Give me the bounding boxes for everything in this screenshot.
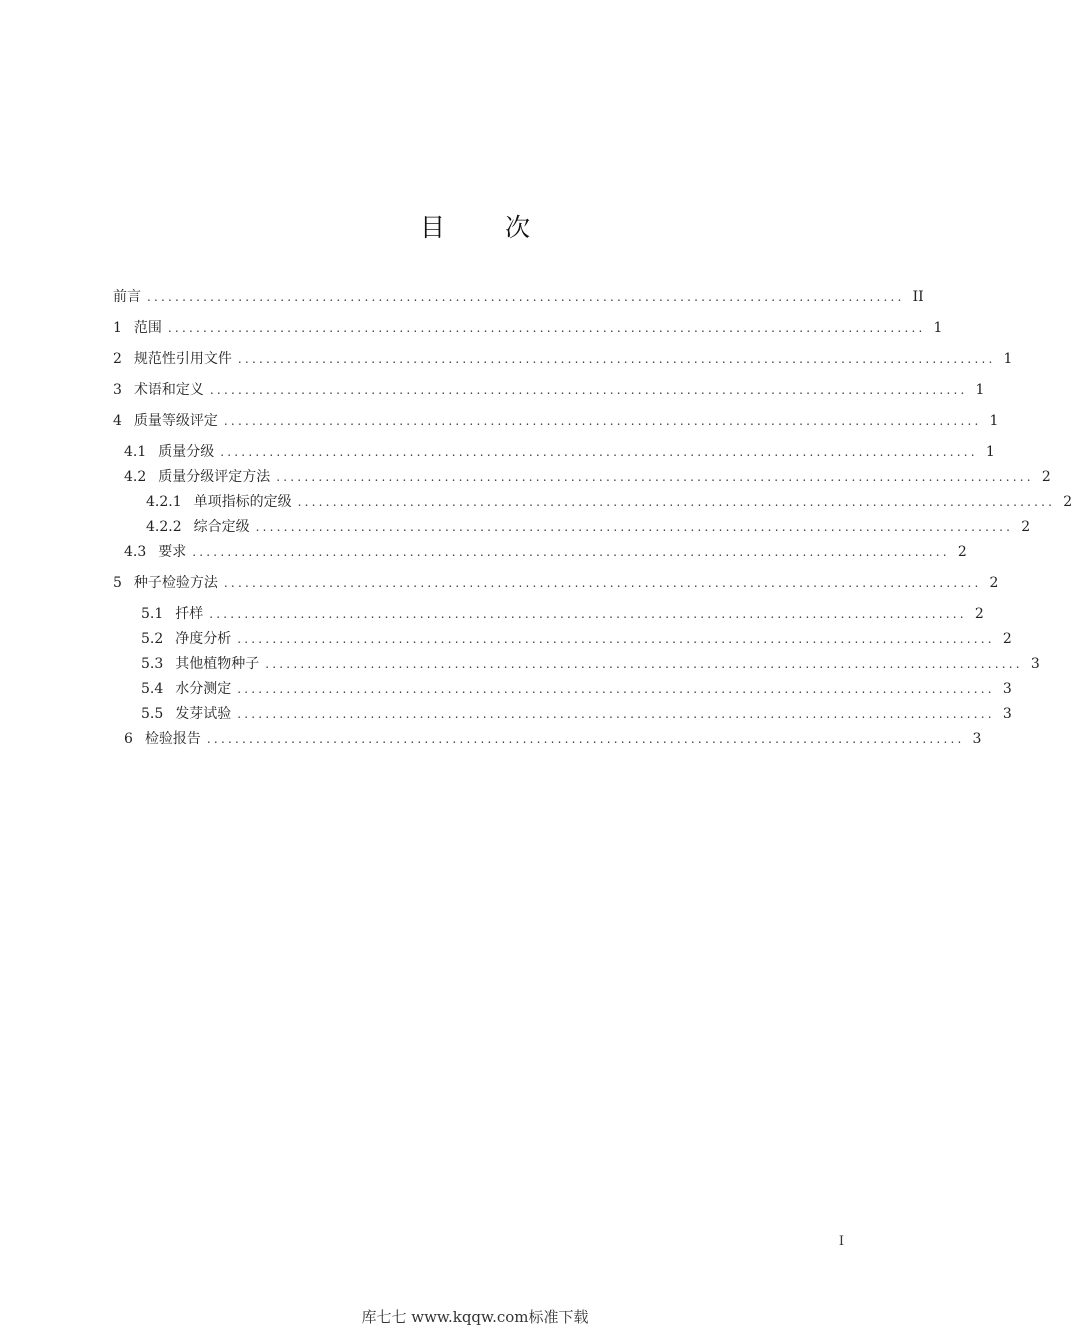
toc-entry-number: 4.2: [124, 469, 147, 485]
toc-entry-label: 质量分级评定方法: [158, 469, 271, 485]
toc-leader-dots: ............................................................................................................: [209, 607, 967, 621]
toc-entry-1[interactable]: [113, 317, 943, 339]
toc-entry-label: 质量分级: [158, 444, 215, 460]
toc-entry-page: 2: [1002, 631, 1012, 647]
toc-entry-number: 5.3: [141, 656, 164, 672]
toc-entry-number: 5.2: [141, 631, 164, 647]
toc-entry-number: 4.2.2: [146, 519, 182, 535]
toc-entry-4-1[interactable]: [124, 441, 995, 463]
toc-entry-4-3[interactable]: [124, 541, 967, 563]
toc-entry-number: 2: [113, 351, 122, 367]
toc-entry-number: 3: [113, 382, 122, 398]
toc-entry-2[interactable]: [113, 348, 1013, 370]
toc-leader-dots: ............................................................................................................: [237, 707, 995, 721]
toc-entry-page: II: [912, 289, 924, 305]
toc-entry-page: 2: [1041, 469, 1051, 485]
toc-leader-dots: ............................................................................................................: [167, 321, 926, 335]
toc-entry-label: 单项指标的定级: [193, 494, 292, 510]
toc-leader-dots: ............................................................................................................: [147, 290, 905, 304]
page-number: I: [838, 1234, 844, 1249]
toc-entry-page: 1: [985, 444, 995, 460]
toc-entry-5-1[interactable]: [141, 603, 984, 625]
toc-entry-label: 范围: [133, 320, 162, 336]
toc-entry-4-2-1[interactable]: [146, 491, 1072, 513]
toc-entry-4[interactable]: [113, 410, 999, 432]
toc-leader-dots: ............................................................................................................: [255, 520, 1014, 534]
toc-entry-3[interactable]: [113, 379, 985, 401]
toc-entry-6[interactable]: [124, 728, 982, 750]
toc-leader-dots: ............................................................................................................: [223, 414, 982, 428]
toc-entry-page: 3: [972, 731, 982, 747]
toc-entry-label: 术语和定义: [133, 382, 204, 398]
toc-entry-page: 3: [1030, 656, 1040, 672]
toc-entry-label: 净度分析: [175, 631, 232, 647]
toc-entry-number: 4.3: [124, 544, 147, 560]
toc-entry-label: 规范性引用文件: [133, 351, 232, 367]
toc-entry-page: 2: [974, 606, 984, 622]
toc-leader-dots: ............................................................................................................: [237, 682, 995, 696]
toc-leader-dots: ............................................................................................................: [223, 576, 982, 590]
toc-leader-dots: ............................................................................................................: [206, 732, 965, 746]
toc-entry-5[interactable]: [113, 572, 999, 594]
toc-entry-number: 4.1: [124, 444, 147, 460]
toc-entry-label: 其他植物种子: [175, 656, 260, 672]
toc-leader-dots: ............................................................................................................: [276, 470, 1034, 484]
toc-entry-page: 3: [1002, 681, 1012, 697]
toc-entry-page: 2: [989, 575, 999, 591]
toc-leader-dots: ............................................................................................................: [220, 445, 978, 459]
toc-entry-5-5[interactable]: [141, 703, 1012, 725]
toc-entry-4-2[interactable]: [124, 466, 1051, 488]
toc-leader-dots: ............................................................................................................: [237, 352, 996, 366]
toc-entry-foreword[interactable]: [113, 286, 924, 308]
toc-entry-number: 4: [113, 413, 122, 429]
toc-entry-5-2[interactable]: [141, 628, 1012, 650]
toc-entry-label: 种子检验方法: [133, 575, 218, 591]
toc-leader-dots: ............................................................................................................: [192, 545, 950, 559]
toc-entry-label: 检验报告: [144, 731, 201, 747]
toc-leader-dots: ............................................................................................................: [265, 657, 1023, 671]
toc-entry-number: 6: [124, 731, 133, 747]
toc-entry-label: 扦样: [175, 606, 204, 622]
footer-watermark: 库七七 www.kqqw.com标准下载: [361, 1308, 589, 1326]
toc-entry-label: 质量等级评定: [133, 413, 218, 429]
toc-entry-label: 要求: [158, 544, 187, 560]
toc-entry-page: 2: [1063, 494, 1072, 510]
toc-entry-number: 5.1: [141, 606, 164, 622]
toc-entry-page: 2: [1021, 519, 1031, 535]
page-title: 目 次: [420, 213, 556, 242]
toc-entry-label: 发芽试验: [175, 706, 232, 722]
toc-entry-number: 5.5: [141, 706, 164, 722]
toc-entry-page: 3: [1002, 706, 1012, 722]
toc-entry-5-4[interactable]: [141, 678, 1012, 700]
toc-entry-number: 5: [113, 575, 122, 591]
toc-entry-5-3[interactable]: [141, 653, 1040, 675]
toc-entry-page: 1: [1003, 351, 1013, 367]
toc-entry-page: 1: [933, 320, 943, 336]
toc-entry-4-2-2[interactable]: [146, 516, 1031, 538]
toc-entry-label: 综合定级: [193, 519, 250, 535]
toc-entry-page: 2: [957, 544, 967, 560]
toc-entry-label: 水分测定: [175, 681, 232, 697]
toc-leader-dots: ............................................................................................................: [297, 495, 1056, 509]
toc-leader-dots: ............................................................................................................: [237, 632, 995, 646]
toc-entry-page: 1: [975, 382, 985, 398]
toc-entry-number: 4.2.1: [146, 494, 182, 510]
toc-entry-page: 1: [989, 413, 999, 429]
toc-entry-number: 5.4: [141, 681, 164, 697]
toc-entry-number: 1: [113, 320, 122, 336]
toc-entry-label: 前言: [113, 289, 141, 305]
toc-leader-dots: ............................................................................................................: [209, 383, 968, 397]
